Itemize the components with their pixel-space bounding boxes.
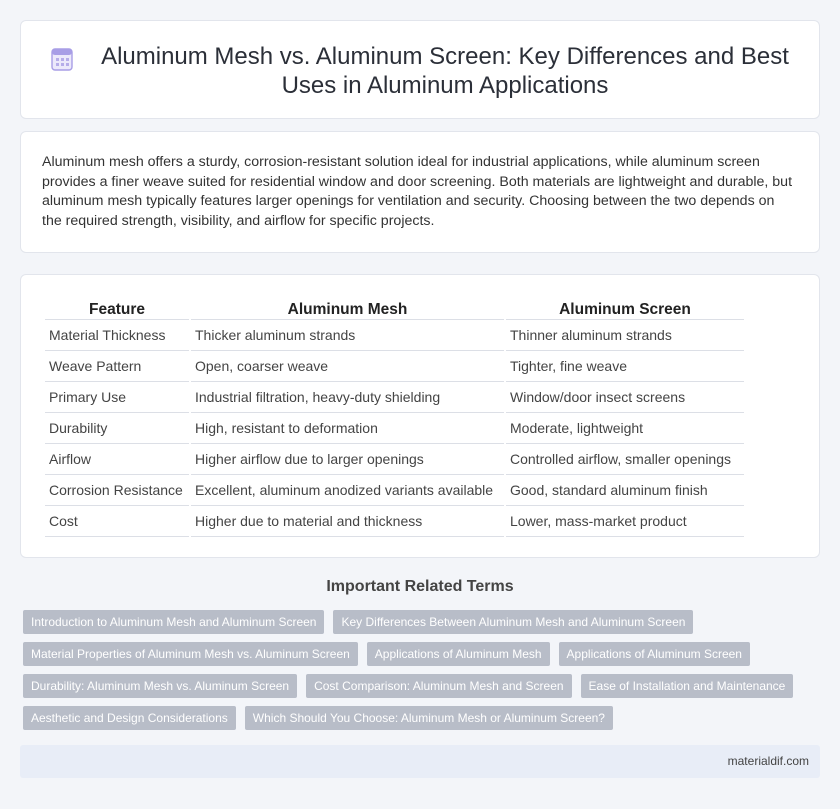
table-cell-feature: Corrosion Resistance — [45, 475, 189, 506]
table-cell-feature: Airflow — [45, 444, 189, 475]
table-row — [45, 413, 744, 444]
table-cell-screen: Lower, mass-market product — [506, 506, 744, 537]
table-cell-feature: Durability — [45, 413, 189, 444]
table-row — [45, 506, 744, 537]
related-term-tag[interactable]: Cost Comparison: Aluminum Mesh and Screen — [306, 674, 571, 698]
table-row — [45, 351, 744, 382]
table-cell-screen: Controlled airflow, smaller openings — [506, 444, 744, 475]
page-title: Aluminum Mesh vs. Aluminum Screen: Key Differences and Best Uses in Aluminum Applications — [101, 42, 789, 99]
title-wrap — [21, 21, 821, 120]
related-term-tag[interactable]: Applications of Aluminum Mesh — [367, 642, 550, 666]
footer-bar — [20, 745, 820, 778]
table-cell-feature: Weave Pattern — [45, 351, 189, 382]
related-term-tag[interactable]: Aesthetic and Design Considerations — [23, 706, 236, 730]
column-header-aluminum-mesh: Aluminum Mesh — [191, 296, 504, 320]
comparison-table-card — [20, 274, 820, 558]
table-cell-mesh: High, resistant to deformation — [191, 413, 504, 444]
related-term-tag[interactable]: Key Differences Between Aluminum Mesh and Aluminum Screen — [333, 610, 693, 634]
table-cell-screen: Moderate, lightweight — [506, 413, 744, 444]
table-header-row — [45, 296, 744, 320]
table-cell-screen: Window/door insect screens — [506, 382, 744, 413]
table-cell-mesh: Open, coarser weave — [191, 351, 504, 382]
table-cell-mesh: Thicker aluminum strands — [191, 320, 504, 351]
related-term-tag[interactable]: Material Properties of Aluminum Mesh vs. Aluminum Screen — [23, 642, 358, 666]
column-header-feature: Feature — [45, 296, 189, 320]
table-cell-mesh: Higher due to material and thickness — [191, 506, 504, 537]
table-row — [45, 444, 744, 475]
comparison-table — [43, 296, 746, 537]
related-term-tag[interactable]: Applications of Aluminum Screen — [559, 642, 750, 666]
table-cell-mesh: Industrial filtration, heavy-duty shielding — [191, 382, 504, 413]
table-cell-screen: Thinner aluminum strands — [506, 320, 744, 351]
intro-paragraph: Aluminum mesh offers a sturdy, corrosion-resistant solution ideal for industrial applications, while aluminum screen provides a finer weave suited for residential window and door screening. Both materials are lightweight and durable, but aluminum mesh typically features larger openings for ventilation and security. Choosing between the two depends on the required strength, visibility, and airflow for specific projects. — [42, 154, 793, 229]
intro-card — [20, 131, 820, 253]
calendar-icon — [51, 46, 73, 72]
table-row — [45, 320, 744, 351]
table-cell-screen: Good, standard aluminum finish — [506, 475, 744, 506]
related-term-tag[interactable]: Durability: Aluminum Mesh vs. Aluminum Screen — [23, 674, 297, 698]
table-cell-mesh: Higher airflow due to larger openings — [191, 444, 504, 475]
footer-site-link[interactable]: materialdif.com — [727, 754, 809, 768]
related-terms-heading: Important Related Terms — [326, 578, 514, 595]
header-card — [20, 20, 820, 119]
table-row — [45, 382, 744, 413]
related-term-tag[interactable]: Which Should You Choose: Aluminum Mesh or Aluminum Screen? — [245, 706, 613, 730]
table-cell-feature: Material Thickness — [45, 320, 189, 351]
table-cell-feature: Primary Use — [45, 382, 189, 413]
related-terms-tags — [23, 610, 813, 738]
table-row — [45, 475, 744, 506]
related-term-tag[interactable]: Introduction to Aluminum Mesh and Aluminum Screen — [23, 610, 324, 634]
table-cell-feature: Cost — [45, 506, 189, 537]
table-cell-mesh: Excellent, aluminum anodized variants available — [191, 475, 504, 506]
column-header-aluminum-screen: Aluminum Screen — [506, 296, 744, 320]
table-cell-screen: Tighter, fine weave — [506, 351, 744, 382]
related-term-tag[interactable]: Ease of Installation and Maintenance — [581, 674, 794, 698]
